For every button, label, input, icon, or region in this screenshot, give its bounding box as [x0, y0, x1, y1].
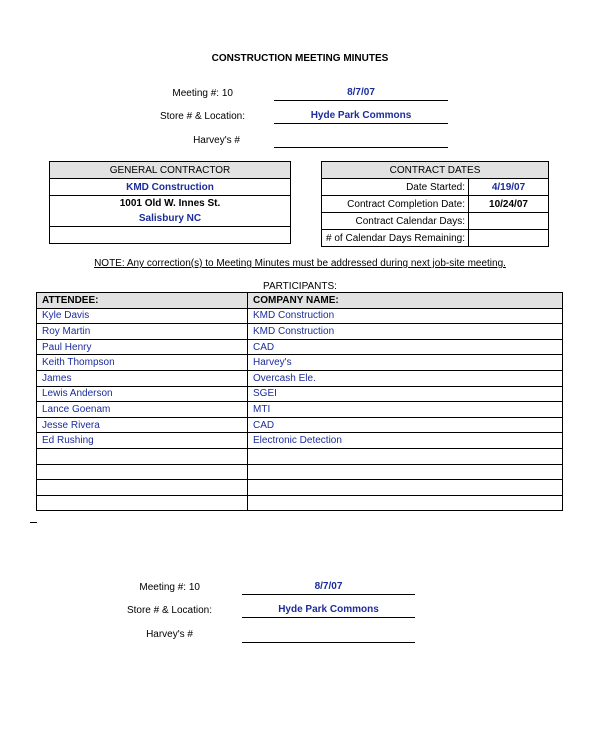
table-row	[37, 370, 563, 386]
participants-table	[36, 292, 563, 511]
correction-note: NOTE: Any correction(s) to Meeting Minutes must be addressed during next job-site meeting.	[94, 258, 506, 269]
footer-harveys-number-value[interactable]	[242, 628, 415, 643]
company-cell[interactable]: Electronic Detection	[248, 433, 563, 449]
meeting-date-value[interactable]: 8/7/07	[274, 86, 448, 101]
table-row	[37, 433, 563, 449]
company-cell[interactable]: CAD	[248, 417, 563, 433]
attendee-cell[interactable]: Kyle Davis	[37, 308, 248, 324]
company-cell[interactable]	[248, 495, 563, 511]
company-cell[interactable]: Harvey's	[248, 355, 563, 371]
company-cell[interactable]	[248, 464, 563, 480]
contract-dates-box	[321, 161, 549, 247]
company-cell[interactable]: Overcash Ele.	[248, 370, 563, 386]
completion-date-label: Contract Completion Date:	[322, 196, 469, 213]
table-row	[37, 495, 563, 511]
document-title: CONSTRUCTION MEETING MINUTES	[211, 53, 389, 64]
store-location-value[interactable]: Hyde Park Commons	[274, 109, 448, 124]
company-cell[interactable]: SGEI	[248, 386, 563, 402]
company-cell[interactable]: MTI	[248, 402, 563, 418]
table-row	[37, 402, 563, 418]
contractor-city[interactable]: Salisbury NC	[50, 211, 291, 227]
harveys-number-value[interactable]	[274, 133, 448, 148]
table-row	[37, 464, 563, 480]
table-row	[37, 339, 563, 355]
attendee-cell[interactable]: Jesse Rivera	[37, 417, 248, 433]
attendee-cell[interactable]: Lance Goenam	[37, 402, 248, 418]
table-row	[37, 308, 563, 324]
general-contractor-heading: GENERAL CONTRACTOR	[50, 162, 291, 179]
completion-date-value[interactable]: 10/24/07	[469, 196, 549, 213]
footer-meeting-number-label: Meeting #: 10	[139, 582, 200, 593]
days-remaining-label: # of Calendar Days Remaining:	[322, 230, 469, 247]
participants-header-row	[37, 293, 563, 309]
company-cell[interactable]: KMD Construction	[248, 308, 563, 324]
contractor-address[interactable]: 1001 Old W. Innes St.	[50, 196, 291, 212]
attendee-cell[interactable]	[37, 495, 248, 511]
contractor-name[interactable]: KMD Construction	[50, 179, 291, 196]
attendee-cell[interactable]: Ed Rushing	[37, 433, 248, 449]
date-started-value[interactable]: 4/19/07	[469, 179, 549, 196]
attendee-cell[interactable]	[37, 464, 248, 480]
date-started-label: Date Started:	[322, 179, 469, 196]
calendar-days-value[interactable]	[469, 213, 549, 230]
company-cell[interactable]	[248, 480, 563, 496]
calendar-days-label: Contract Calendar Days:	[322, 213, 469, 230]
company-cell[interactable]: KMD Construction	[248, 324, 563, 340]
table-row	[37, 324, 563, 340]
table-row	[37, 480, 563, 496]
attendee-cell[interactable]: Keith Thompson	[37, 355, 248, 371]
attendee-cell[interactable]: Roy Martin	[37, 324, 248, 340]
general-contractor-box	[49, 161, 291, 244]
footer-meeting-date-value[interactable]: 8/7/07	[242, 580, 415, 595]
participants-label: PARTICIPANTS:	[263, 281, 337, 292]
table-row	[37, 417, 563, 433]
attendee-cell[interactable]	[37, 480, 248, 496]
table-row	[37, 448, 563, 464]
attendee-header: ATTENDEE:	[37, 293, 248, 309]
company-cell[interactable]	[248, 448, 563, 464]
table-edge-mark	[30, 522, 37, 523]
footer-store-location-value[interactable]: Hyde Park Commons	[242, 603, 415, 618]
table-row	[37, 386, 563, 402]
company-header: COMPANY NAME:	[248, 293, 563, 309]
attendee-cell[interactable]: James	[37, 370, 248, 386]
contractor-extra[interactable]	[50, 227, 291, 244]
days-remaining-value[interactable]	[469, 230, 549, 247]
company-cell[interactable]: CAD	[248, 339, 563, 355]
harveys-number-label: Harvey's #	[193, 135, 240, 146]
attendee-cell[interactable]	[37, 448, 248, 464]
attendee-cell[interactable]: Paul Henry	[37, 339, 248, 355]
table-row	[37, 355, 563, 371]
footer-harveys-number-label: Harvey's #	[146, 629, 193, 640]
attendee-cell[interactable]: Lewis Anderson	[37, 386, 248, 402]
footer-store-location-label: Store # & Location:	[126, 605, 212, 616]
contract-dates-heading: CONTRACT DATES	[322, 162, 549, 179]
store-location-label: Store # & Location:	[159, 111, 245, 122]
meeting-number-label: Meeting #: 10	[172, 88, 233, 99]
